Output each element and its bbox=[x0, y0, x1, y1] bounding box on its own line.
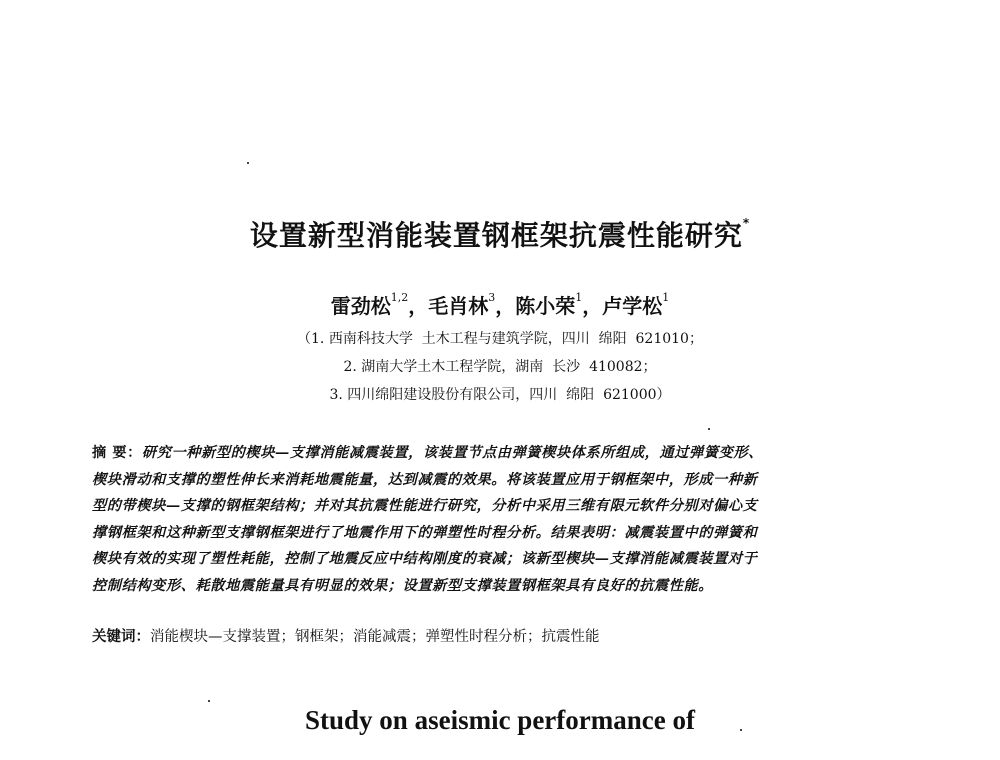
abstract-line: 型的带楔块—支撑的钢框架结构；并对其抗震性能进行研究，分析中采用三维有限元软件分别对偏心支 bbox=[92, 498, 758, 514]
affiliation-line: 3. 四川绵阳建设股份有限公司，四川 绵阳 621000） bbox=[329, 387, 671, 403]
keywords-text: 消能楔块—支撑装置；钢框架；消能减震；弹塑性时程分析；抗震性能 bbox=[150, 629, 600, 645]
author-separator: ， bbox=[495, 294, 516, 318]
author-name: 陈小荣 bbox=[515, 294, 576, 318]
author-separator: ， bbox=[408, 294, 429, 318]
abstract-line: 控制结构变形、耗散地震能量具有明显的效果；设置新型支撑装置钢框架具有良好的抗震性能。 bbox=[92, 577, 714, 594]
author-affiliation-mark: 3 bbox=[488, 291, 496, 304]
author-name: 毛肖林 bbox=[428, 294, 489, 318]
author-list bbox=[0, 290, 1000, 319]
keywords-label: 关键词： bbox=[92, 629, 150, 645]
scan-speck bbox=[208, 700, 210, 702]
abstract-label: 摘 要： bbox=[92, 445, 142, 461]
paper-title-text: 设置新型消能装置钢框架抗震性能研究 bbox=[249, 219, 743, 252]
author-name: 卢学松 bbox=[602, 294, 663, 318]
author-affiliation-mark: 1,2 bbox=[390, 291, 409, 304]
scan-speck bbox=[708, 428, 710, 430]
english-title: Study on aseismic performance of bbox=[305, 705, 695, 735]
author-separator: ， bbox=[582, 294, 603, 318]
title-footnote-mark: * bbox=[742, 216, 751, 230]
author-affiliation-mark: 1 bbox=[662, 291, 670, 304]
abstract-line: 楔块有效的实现了塑性耗能，控制了地震反应中结构刚度的衰减；该新型楔块—支撑消能减震装置对于 bbox=[92, 551, 758, 567]
keywords bbox=[92, 625, 600, 646]
abstract-line: 楔块滑动和支撑的塑性伸长来消耗地震能量，达到减震的效果。将该装置应用于钢框架中，形成一种新 bbox=[92, 471, 758, 488]
paper-title bbox=[0, 214, 1000, 254]
affiliation-line: （1. 西南科技大学 土木工程与建筑学院，四川 绵阳 621010； bbox=[297, 331, 703, 347]
abstract bbox=[92, 440, 902, 599]
abstract-line bbox=[92, 440, 902, 467]
author-affiliation-mark: 1 bbox=[575, 291, 583, 304]
affiliation-line: 2. 湖南大学土木工程学院，湖南 长沙 410082； bbox=[343, 359, 657, 375]
author-name: 雷劲松 bbox=[330, 294, 391, 318]
abstract-line: 撑钢框架和这种新型支撑钢框架进行了地震作用下的弹塑性时程分析。结果表明：减震装置中的弹簧和 bbox=[92, 524, 758, 541]
scan-speck bbox=[247, 162, 249, 164]
abstract-text: 研究一种新型的楔块—支撑消能减震装置，该装置节点由弹簧楔块体系所组成，通过弹簧变形、 bbox=[141, 445, 763, 461]
